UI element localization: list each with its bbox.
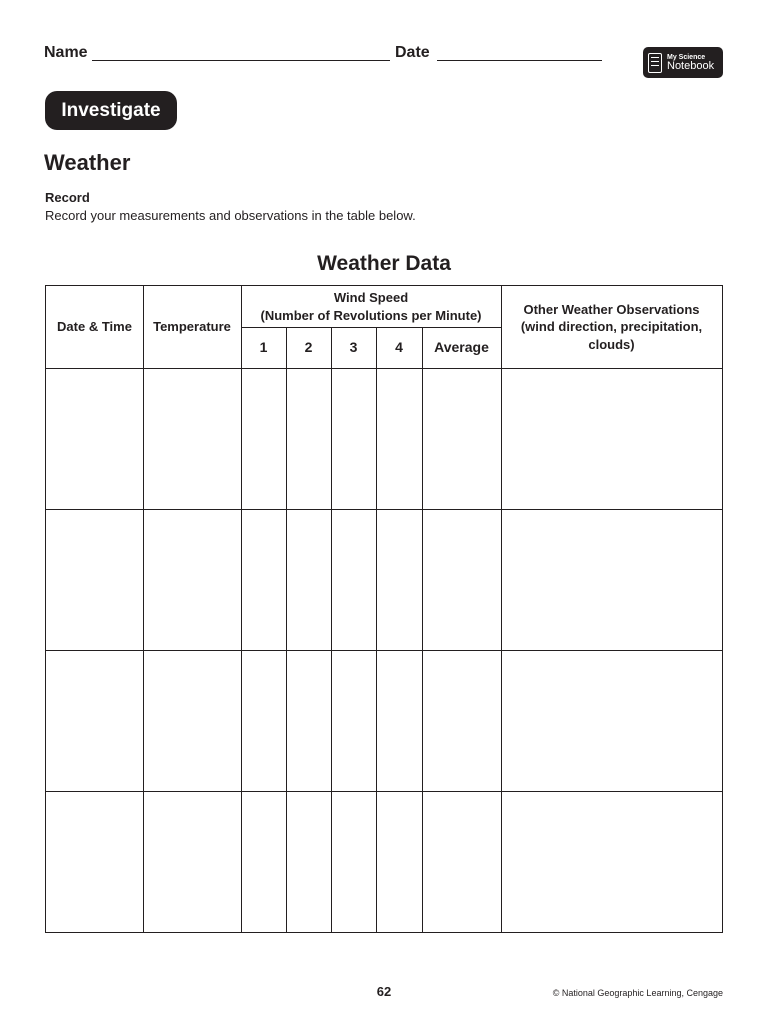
table-row[interactable] — [46, 510, 722, 650]
notebook-badge-big-text: Notebook — [667, 59, 715, 72]
header-wind-speed-title: Wind Speed — [333, 289, 409, 305]
name-label: Name — [44, 44, 88, 61]
science-notebook-badge — [643, 47, 723, 78]
header-other-detail: (wind direction, precipitation, — [520, 319, 703, 335]
header-wind-speed-subtitle: (Number of Revolutions per Minute) — [260, 307, 482, 323]
header-temperature: Temperature — [153, 319, 231, 335]
header-other-detail-2: clouds) — [588, 336, 635, 352]
record-label: Record — [45, 190, 90, 205]
name-field-line[interactable] — [92, 60, 390, 61]
record-instructions: Record your measurements and observations in the table below. — [45, 208, 416, 223]
page-number: 62 — [376, 984, 392, 999]
header-wind-reading-3: 3 — [349, 339, 358, 356]
page-title: Weather — [44, 150, 131, 175]
header-wind-speed — [241, 286, 501, 327]
header-wind-reading-1: 1 — [259, 339, 268, 356]
header-other-title: Other Weather Observations — [523, 301, 700, 317]
header-wind-reading-2: 2 — [304, 339, 313, 356]
header-other-observations — [501, 286, 722, 368]
section-label-pill: Investigate — [45, 91, 177, 130]
notebook-icon — [648, 53, 662, 73]
header-wind-average: Average — [434, 339, 489, 356]
weather-data-table — [45, 285, 723, 933]
date-label: Date — [395, 44, 430, 61]
header-date-time: Date & Time — [57, 319, 132, 335]
notebook-badge-small-text: My Science — [667, 53, 706, 61]
table-row[interactable] — [46, 651, 722, 791]
copyright-notice: © National Geographic Learning, Cengage — [552, 988, 723, 998]
table-row[interactable] — [46, 792, 722, 932]
date-field-line[interactable] — [437, 60, 602, 61]
table-title: Weather Data — [317, 252, 451, 275]
table-row[interactable] — [46, 369, 722, 509]
header-wind-reading-4: 4 — [395, 339, 403, 356]
